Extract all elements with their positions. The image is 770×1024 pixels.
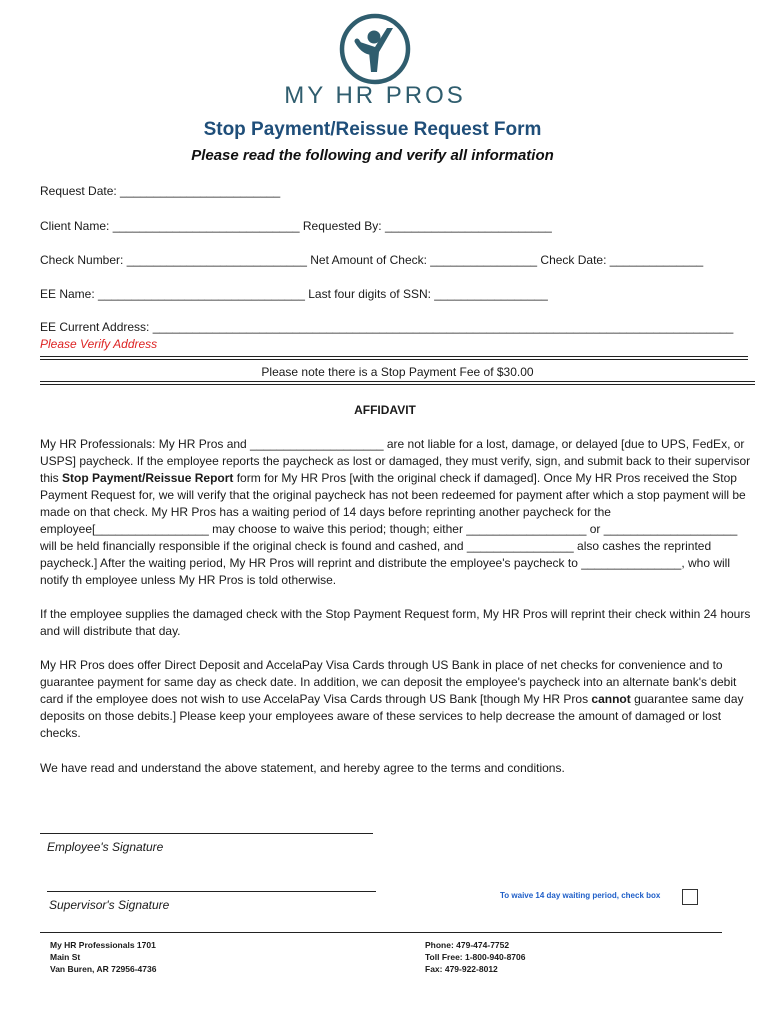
ee-name-ssn-row[interactable]: EE Name: _______________________________ Last four digits of SSN: _________________ — [40, 287, 548, 301]
brand-name: MY HR PROS — [284, 82, 466, 109]
ee-address-field[interactable]: EE Current Address: _______________________________________________________________________________________ — [40, 320, 734, 334]
check-details-row[interactable]: Check Number: ___________________________ Net Amount of Check: ________________ Check Date: ______________ — [40, 253, 704, 267]
affidavit-heading: AFFIDAVIT — [354, 403, 416, 417]
waive-waiting-label: To waive 14 day waiting period, check box — [500, 891, 661, 900]
footer-address-line: My HR Professionals 1701 — [50, 940, 156, 950]
verify-address-note: Please Verify Address — [40, 337, 158, 351]
footer-phone: Phone: 479-474-7752 — [425, 940, 510, 950]
divider — [40, 356, 748, 357]
footer-address-line: Main St — [50, 952, 81, 962]
footer-address — [50, 939, 156, 975]
footer-address-line: Van Buren, AR 72956-4736 — [50, 964, 157, 974]
client-requested-row[interactable]: Client Name: ____________________________ Requested By: _________________________ — [40, 219, 552, 233]
fee-note: Please note there is a Stop Payment Fee of $30.00 — [261, 365, 534, 379]
page-subtitle: Please read the following and verify all information — [191, 147, 554, 164]
affidavit-paragraph-1: My HR Professionals: My HR Pros and ____________________ are not liable for a lost, damage, or delayed [due to UPS, FedEx, or USPS] paycheck. If the employee reports the paycheck as lost or damaged, they must verify, sign, and submit back to their supervisor this Stop Payment/Reissue Report form for My HR Pros [with the original check if damaged]. Once My HR Pros received the Stop Payment Request for, we will verify that the original paycheck has not been redeemed for payment after which a stop payment will be made on that check. My HR Pros has a waiting period of 14 days before reprinting another paycheck for the employee[_________________ may choose to waive this period; though; either __________________ or ____________________ will be held financially responsible if the original check is found and cashed, and ________________ also cashes the reprinted paycheck.] After the waiting period, My HR Pros will reprint and distribute the employee's paycheck to _______________, who will notify th employee unless My HR Pros is told otherwise. — [40, 437, 751, 587]
supervisor-signature-line[interactable] — [47, 891, 376, 892]
employee-signature-line[interactable] — [40, 833, 373, 834]
affidavit-paragraph-3: My HR Pros does offer Direct Deposit and AccelaPay Visa Cards through US Bank in place of net checks for convenience and to guarantee payment for same day as check date. In addition, we can deposit the employee's paycheck into an alternate bank's debit card if the employee does not wish to use AccelaPay Visa Cards through US Bank [though My HR Pros cannot guarantee same day deposits on those debits.] Please keep your employees aware of these services to help decrease the amount of damaged or lost checks. — [40, 658, 744, 740]
divider — [40, 359, 748, 360]
supervisor-signature-label: Supervisor's Signature — [49, 898, 170, 912]
footer-fax: Fax: 479-922-8012 — [425, 964, 498, 974]
divider — [40, 381, 755, 382]
page-title: Stop Payment/Reissue Request Form — [203, 119, 542, 140]
divider — [40, 384, 755, 385]
affidavit-paragraph-2: If the employee supplies the damaged check with the Stop Payment Request form, My HR Pros will reprint their check within 24 hours and will distribute that day. — [40, 607, 751, 638]
footer-contact — [425, 939, 525, 975]
employee-signature-label: Employee's Signature — [47, 840, 164, 854]
agreement-statement: We have read and understand the above statement, and hereby agree to the terms and conditions. — [40, 761, 565, 775]
request-date-field[interactable]: Request Date: ________________________ — [40, 184, 281, 198]
waive-checkbox-icon[interactable] — [682, 889, 698, 905]
footer-toll-free: Toll Free: 1-800-940-8706 — [425, 952, 526, 962]
footer-divider — [40, 932, 722, 933]
